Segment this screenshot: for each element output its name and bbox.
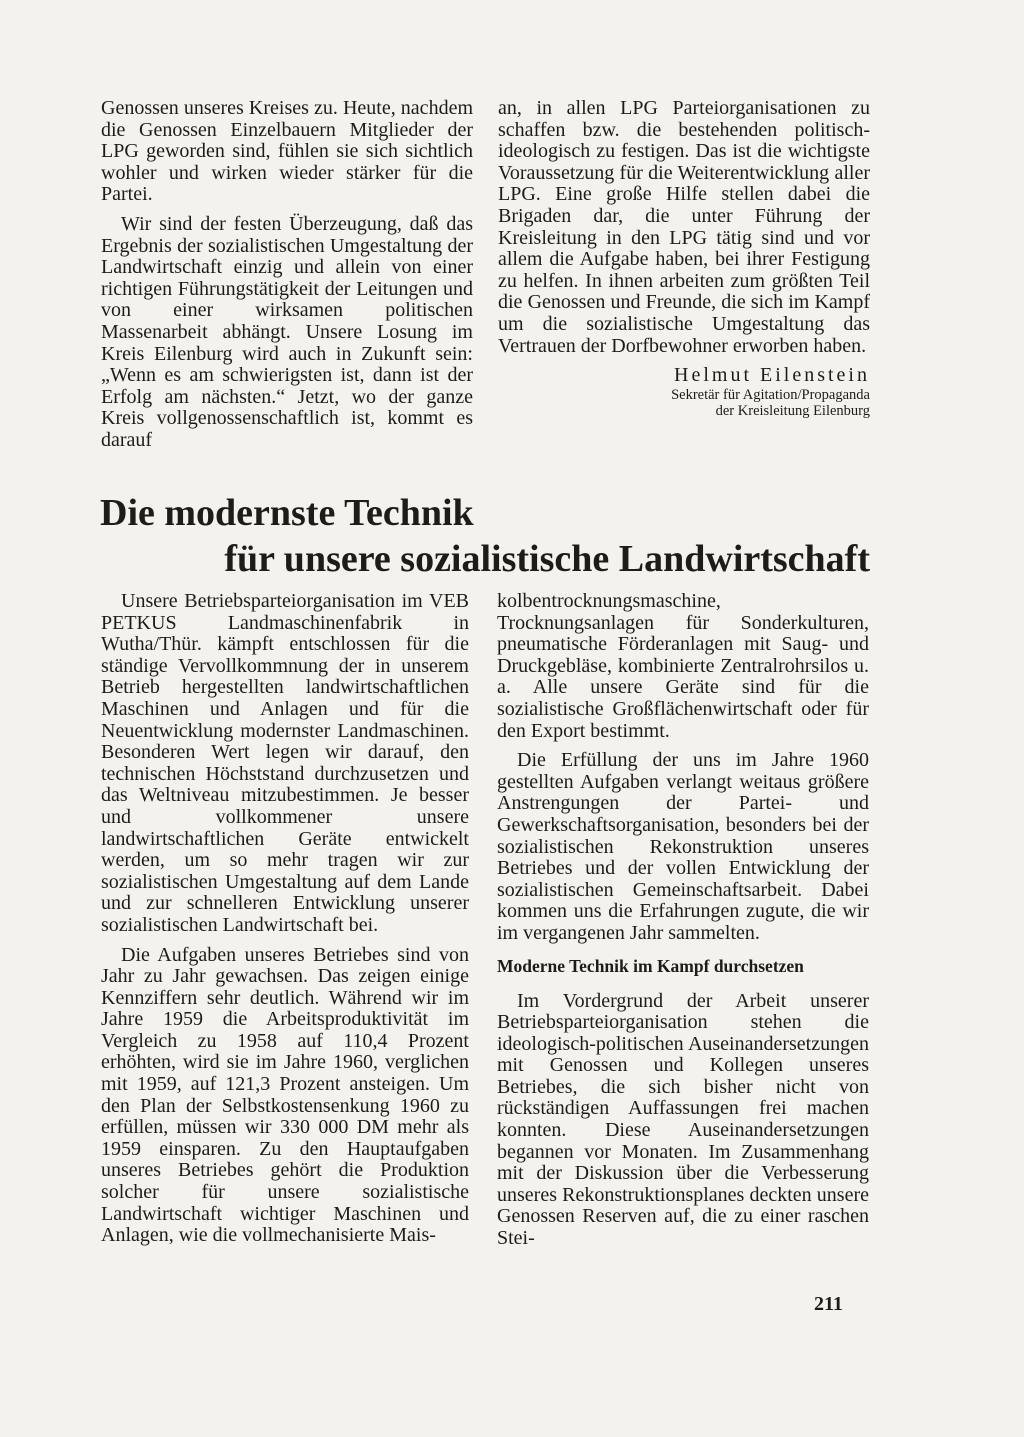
signature-name: Helmut Eilenstein (674, 364, 870, 387)
section-subheading: Moderne Technik im Kampf durchsetzen (497, 955, 804, 976)
top-right-column (498, 98, 870, 419)
signature-role: Sekretär für Agitation/Propaganda (671, 386, 870, 403)
headline-line-2: für unsere sozialistische Landwirtschaft (224, 538, 870, 580)
paragraph: Im Vordergrund der Arbeit unserer Betriebsparteiorganisation stehen die ideologisch-politischen Auseinandersetzungen mit Genossen und Kollegen unseres Betriebes, die sich bisher nicht von rückständigen Auffassungen frei machen konnten. Diese Auseinandersetzungen begannen vor Monaten. Im Zusammenhang mit der Diskussion über die Verbesserung unseres Rekonstruktionsplanes deckten unsere Genossen Reserven auf, die zu einer raschen Stei- (497, 989, 869, 1250)
page-number: 211 (814, 1293, 843, 1315)
paragraph: Unsere Betriebsparteiorganisation im VEB PETKUS Landmaschinenfabrik in Wutha/Thür. kämpft entschlossen für die ständige Vervollkommnung der in unserem Betrieb hergestellten landwirtschaftlichen Maschinen und Anlagen und für die Neuentwicklung modernster Landmaschinen. Besonderen Wert legen wir darauf, den technischen Höchststand durchzusetzen und das Weltniveau mitzubestimmen. Je besser und vollkommener unsere landwirtschaftlichen Geräte entwickelt werden, um so mehr tragen wir zur sozialistischen Umgestaltung auf dem Lande und zur schnelleren Entwicklung unserer sozialistischen Landwirtschaft bei. (101, 590, 469, 936)
paragraph: Die Aufgaben unseres Betriebes sind von Jahr zu Jahr gewachsen. Das zeigen einige Kennziffern sehr deutlich. Während wir im Jahre 1959 die Arbeitsproduktivität im Vergleich zu 1958 auf 110,4 Prozent erhöhten, wird sie im Jahre 1960, verglichen mit 1959, auf 121,3 Prozent ansteigen. Um den Plan der Selbstkostensenkung 1960 zu erfüllen, müssen wir 330 000 DM mehr als 1959 einsparen. Zu den Hauptaufgaben unseres Betriebes gehört die Produktion solcher für unsere sozialistische Landwirtschaft wichtiger Maschinen und Anlagen, wie die vollmechanisierte Mais- (101, 943, 469, 1247)
headline-line-1: Die modernste Technik (100, 492, 474, 534)
paragraph: Die Erfüllung der uns im Jahre 1960 gestellten Aufgaben verlangt weitaus größere Anstrengungen der Partei- und Gewerkschaftsorganisation, besonders bei der sozialistischen Rekonstruktion unseres Betriebes und der vollen Entwicklung der sozialistischen Gemeinschaftsarbeit. Dabei kommen uns die Erfahrungen zugute, die wir im vergangenen Jahr sammelten. (497, 749, 869, 944)
signature-role: der Kreisleitung Eilenburg (715, 402, 870, 419)
paragraph: Wir sind der festen Überzeugung, daß das Ergebnis der sozialistischen Umgestaltung der Landwirtschaft einzig und allein von einer richtigen Führungstätigkeit der Leitungen und von einer wirksamen politischen Massenarbeit abhängt. Unsere Losung im Kreis Eilenburg wird auch in Zukunft sein: „Wenn es am schwierigsten ist, dann ist der Erfolg am nächsten.“ Jetzt, wo der ganze Kreis vollgenossenschaftlich ist, kommt es darauf (101, 212, 473, 451)
bottom-right-column (497, 591, 869, 1258)
paragraph: Genossen unseres Kreises zu. Heute, nachdem die Genossen Einzelbauern Mitglieder der LPG geworden sind, fühlen sie sich sichtlich wohler und wirken wieder stärker für die Partei. (101, 97, 473, 206)
article-headline (100, 490, 870, 582)
top-left-column (101, 98, 473, 460)
bottom-left-column (101, 591, 469, 1255)
paragraph: kolbentrocknungsmaschine, Trocknungsanlagen für Sonderkulturen, pneumatische Förderanlagen mit Saug- und Druckgebläse, kombinierte Zentralrohrsilos u. a. Alle unsere Geräte sind für die sozialistische Großflächenwirtschaft oder für den Export bestimmt. (497, 590, 869, 742)
paragraph: an, in allen LPG Parteiorganisationen zu schaffen bzw. die bestehenden politisch-ideologisch zu festigen. Das ist die wichtigste Voraussetzung für die Weiterentwicklung aller LPG. Eine große Hilfe stellen dabei die Brigaden dar, die unter Führung der Kreisleitung in den LPG tätig sind und vor allem die Aufgabe haben, bei ihrer Festigung zu helfen. In ihnen arbeiten zum größten Teil die Genossen und Freunde, die sich im Kampf um die sozialistische Umgestaltung das Vertrauen der Dorfbewohner erworben haben. (498, 97, 870, 357)
